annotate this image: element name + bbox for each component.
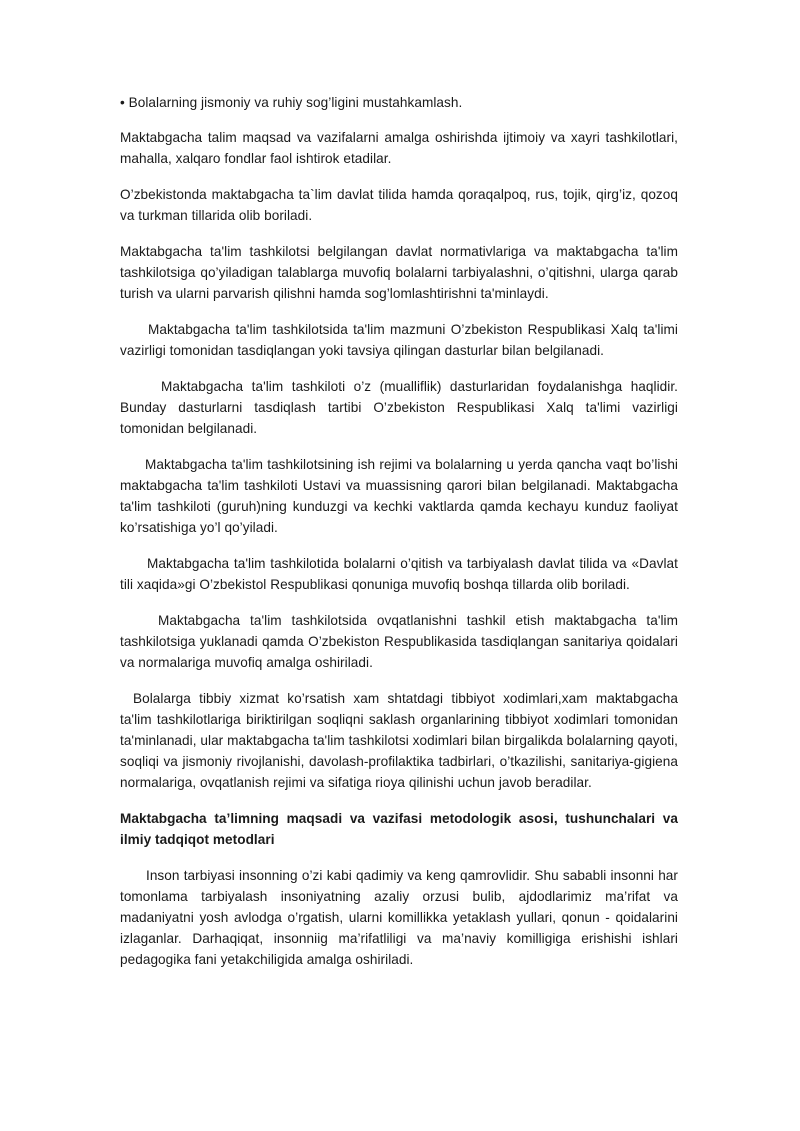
paragraph: Maktabgacha ta'lim tashkiloti o’z (mualliflik) dasturlaridan foydalanishga haqlidir. Bunday dasturlarni tasdiqlash tartibi O’zbekiston Respublikasi Xalq ta'limi vazirligi tomonidan belgilanadi. [120, 379, 678, 436]
paragraph: Inson tarbiyasi insonning o’zi kabi qadimiy va keng qamrovlidir. Shu sababli insonni har tomonlama tarbiyalash insoniyatning azaliy orzusi bulib, ajdodlarimiz ma’rifat va madaniyatni yosh avlodga o’rgatish, ularni komillikka yetaklash yullari, qonun - qoidalarini izlaganlar. Darhaqiqat, insonniig ma’rifatliligi va ma’naviy komilligiga erishishi ishlari pedagogika fani yetakchiligida amalga oshiriladi. [120, 868, 678, 967]
paragraph: O’zbekistonda maktabgacha ta`lim davlat tilida hamda qoraqalpoq, rus, tojik, qirg’iz, qozoq va turkman tillarida olib boriladi. [120, 187, 678, 223]
paragraph: Maktabgacha ta'lim tashkilotsida ovqatlanishni tashkil etish maktabgacha ta'lim tashkilotsiga yuklanadi qamda O’zbekiston Respublikasida tasdiqlangan sanitariya qoidalari va normalariga muvofiq amalga oshiriladi. [120, 613, 678, 670]
bullet-item: • Bolalarning jismoniy va ruhiy sog’ligini mustahkamlash. [120, 95, 463, 110]
paragraph: Maktabgacha ta'lim tashkilotida bolalarni o’qitish va tarbiyalash davlat tilida va «Davlat tili xaqida»gi O’zbekistol Respublikasi qonuniga muvofiq boshqa tillarda olib boriladi. [120, 556, 678, 592]
paragraph: Bolalarga tibbiy xizmat ko’rsatish xam shtatdagi tibbiyot xodimlari,xam maktabgacha ta'lim tashkilotlariga biriktirilgan soqliqni saklash organlarining tibbiyot xodimlari tomonidan ta'minlanadi, ular maktabgacha ta'lim tashkilotsi xodimlari bilan birgalikda bolalarning qayoti, soqliqi va jismoniy rivojlanishi, davolash-profilaktika tadbirlari, o’tkazilishi, sanitariya-gigiena normalariga, ovqatlanish rejimi va sifatiga rioya qilinishi uchun javob beradilar. [120, 691, 678, 790]
paragraph: Maktabgacha ta'lim tashkilotsida ta'lim mazmuni O’zbekiston Respublikasi Xalq ta'limi vazirligi tomonidan tasdiqlangan yoki tavsiya qilingan dasturlar bilan belgilanadi. [120, 322, 678, 358]
paragraph: Maktabgacha ta'lim tashkilotsining ish rejimi va bolalarning u yerda qancha vaqt bo’lishi maktabgacha ta'lim tashkiloti Ustavi va muassisning qarori bilan belgilanadi. Maktabgacha ta'lim tashkiloti (guruh)ning kunduzgi va kechki vaktlarda qamda kechayu kunduz faoliyat ko’rsatishiga yo’l qo’yiladi. [120, 457, 678, 535]
paragraph: Maktabgacha ta'lim tashkilotsi belgilangan davlat normativlariga va maktabgacha ta'lim tashkilotsiga qo’yiladigan talablarga muvofiq bolalarni tarbiyalashni, o’qitishni, ularga qarab turish va ularni parvarish qilishni hamda sog’lomlashtirishni ta'minlaydi. [120, 244, 678, 301]
paragraph: Maktabgacha talim maqsad va vazifalarni amalga oshirishda ijtimoiy va xayri tashkilotlari, mahalla, xalqaro fondlar faol ishtirok etadilar. [120, 130, 678, 166]
document-page [120, 92, 678, 985]
section-heading: Maktabgacha ta’limning maqsadi va vazifasi metodologik asosi, tushunchalari va ilmiy tadqiqot metodlari [120, 811, 678, 847]
